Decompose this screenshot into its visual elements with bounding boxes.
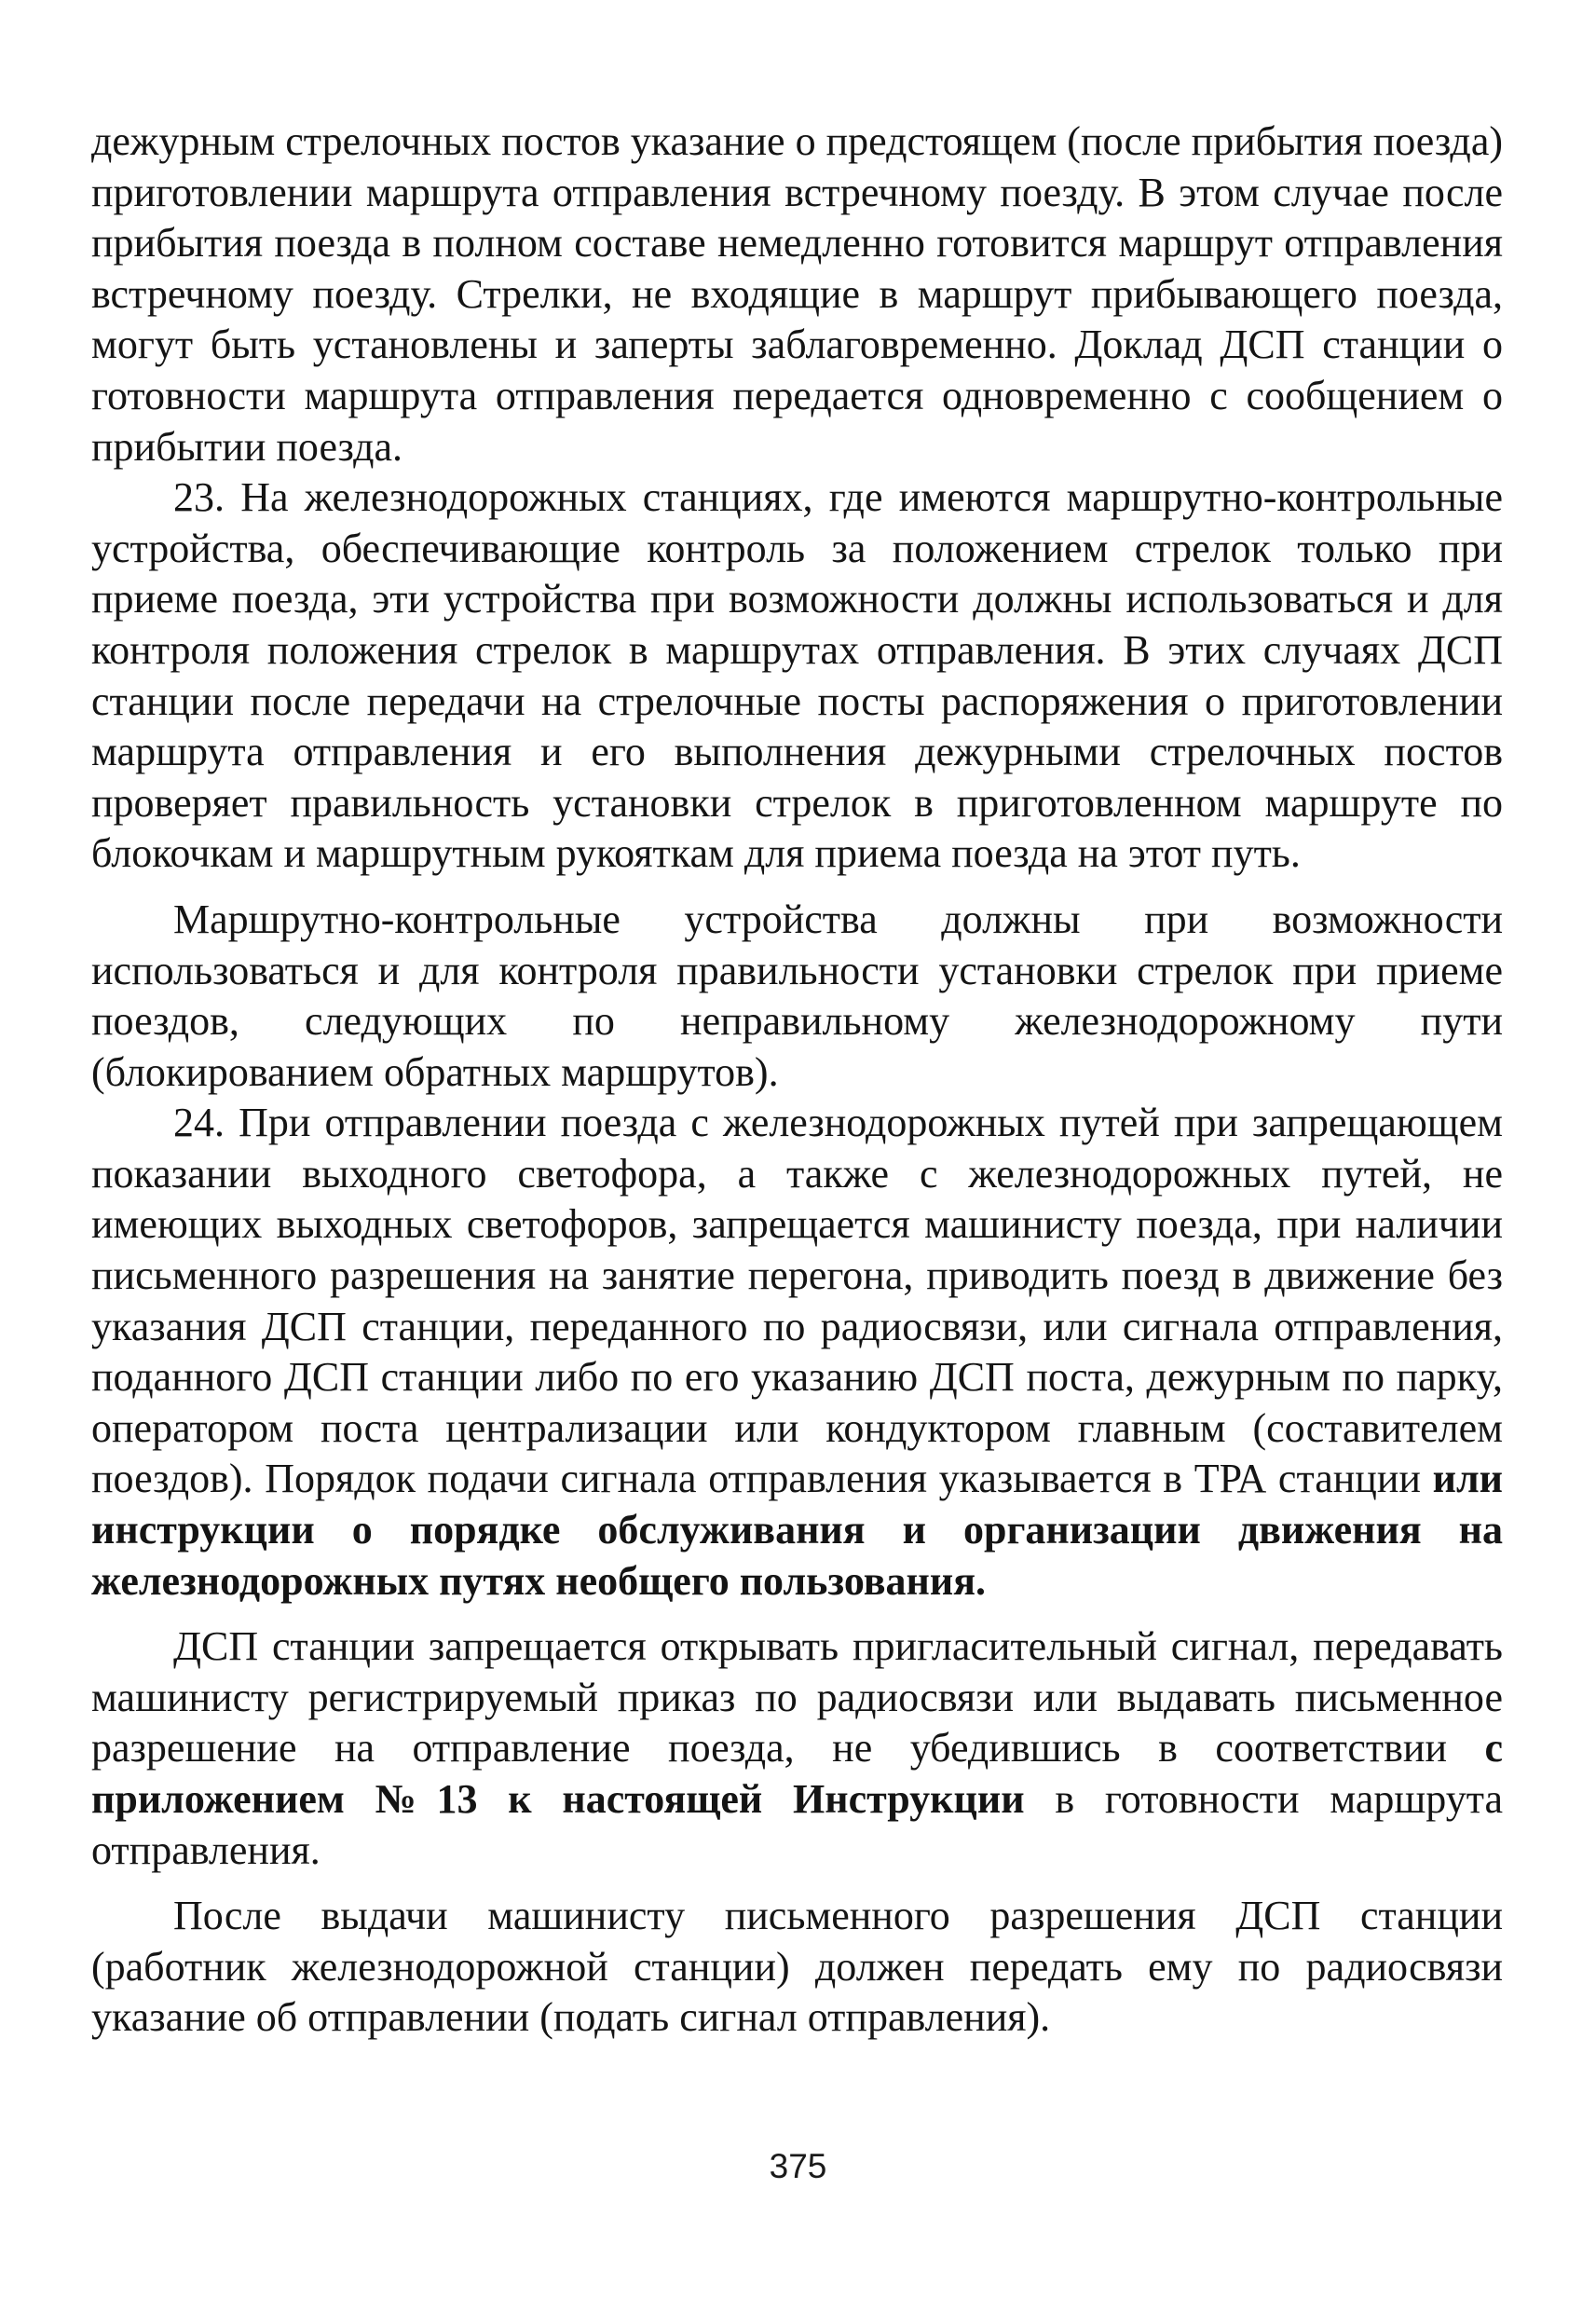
page-number: 375 xyxy=(769,2147,827,2185)
paragraph-written-permission xyxy=(91,1891,1503,2044)
body-text xyxy=(91,116,1503,2044)
text-segment: ДСП станции запрещается открывать пригласительный сигнал, передавать машинисту регистрируемый приказ по радиосвязи или выдавать письменное разрешение на отправление поезда, не убедившись в соответствии xyxy=(91,1623,1503,1772)
text-segment: Маршрутно-контрольные устройства должны при возможности использоваться и для контроля правильности установки стрелок при приеме поездов, следующих по неправильному железнодорожному пути (блокированием обратных маршрутов). xyxy=(91,896,1503,1095)
paragraph-continuation xyxy=(91,116,1503,472)
text-segment-bold: с приложением №13 к настоящей Инструкции xyxy=(91,1725,1503,1822)
paragraph-route-control xyxy=(91,895,1503,1098)
paragraph-item-24 xyxy=(91,1098,1503,1607)
paragraph-item-23 xyxy=(91,472,1503,880)
text-segment: После выдачи машинисту письменного разрешения ДСП станции (работник железнодорожной станции) должен передать ему по радиосвязи указание об отправлении (подать сигнал отправления). xyxy=(91,1893,1503,2041)
paragraph-dsp-prohibition xyxy=(91,1621,1503,1876)
text-segment: 24. При отправлении поезда с железнодорожных путей при запрещающем показании выходного светофора, а также с железнодорожных путей, не имеющих выходных светофоров, запрещается машинисту поезда, при наличии письменного разрешения на занятие перегона, приводить поезд в движение без указания ДСП станции, переданного по радиосвязи, или сигнала отправления, поданного ДСП станции либо по его указанию ДСП поста, дежурным по парку, оператором поста централизации или кондуктором главным (составителем поездов). Порядок подачи сигнала отправления указывается в ТРА станции xyxy=(91,1100,1503,1502)
text-segment: 23. На железнодорожных станциях, где имеются маршрутно-контрольные устройства, обеспечивающие контроль за положением стрелок только при приеме поезда, эти устройства при возможности должны использоваться и для контроля положения стрелок в маршрутах отправления. В этих случаях ДСП станции после передачи на стрелочные посты распоряжения о приготовлении маршрута отправления и его выполнения дежурными стрелочных постов проверяет правильность установки стрелок в приготовленном маршруте по блокочкам и маршрутным рукояткам для приема поезда на этот путь. xyxy=(91,474,1503,877)
text-segment-bold: или инструкции о порядке обслуживания и организации движения на железнодорожных путях необщего пользования. xyxy=(91,1456,1503,1604)
text-segment: в готовности маршрута отправления. xyxy=(91,1776,1503,1873)
text-segment: дежурным стрелочных постов указание о предстоящем (после прибытия поезда) приготовлении маршрута отправления встречному поезду. В этом случае после прибытия поезда в полном составе немедленно готовится маршрут отправления встречному поезду. Стрелки, не входящие в маршрут прибывающего поезда, могут быть установлены и заперты заблаговременно. Доклад ДСП станции о готовности маршрута отправления передается одновременно с сообщением о прибытии поезда. xyxy=(91,118,1503,470)
